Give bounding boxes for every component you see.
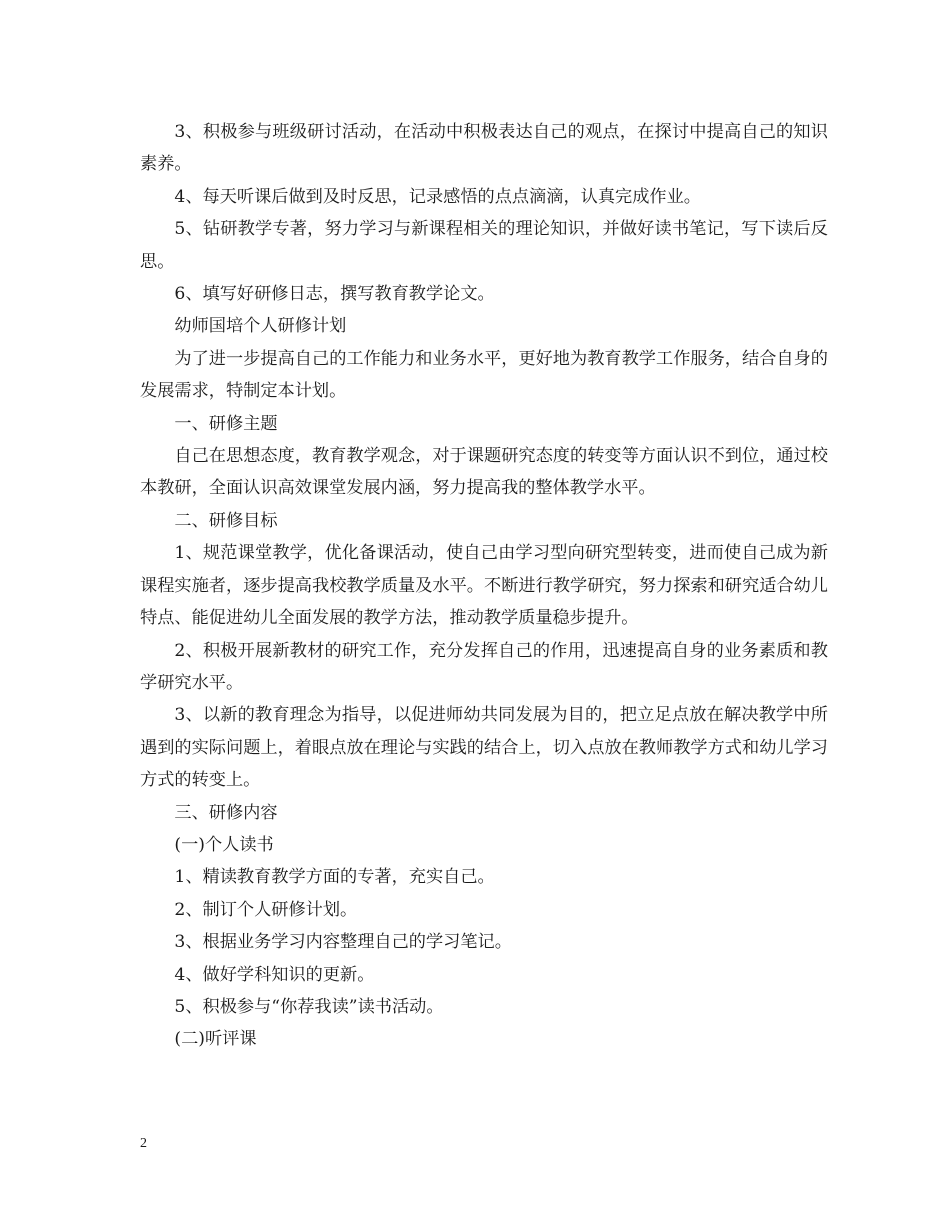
list-item: 1、精读教育教学方面的专著，充实自己。: [174, 867, 495, 888]
subsection-heading: (一)个人读书: [174, 834, 274, 855]
section-heading: 一、研修主题: [174, 413, 278, 434]
list-item: 4、做好学科知识的更新。: [174, 964, 375, 985]
paragraph: 5、钻研教学专著，努力学习与新课程相关的理论知识，并做好读书笔记，写下读后反思。: [140, 219, 828, 272]
subsection-heading: (二)听评课: [174, 1029, 257, 1050]
list-item: 2、制订个人研修计划。: [174, 899, 358, 920]
section-title: 幼师国培个人研修计划: [174, 316, 347, 337]
section-heading: 三、研修内容: [174, 802, 278, 823]
paragraph: 3、积极参与班级研讨活动，在活动中积极表达自己的观点，在探讨中提高自己的知识素养。: [140, 122, 828, 175]
list-item: 5、积极参与“你荐我读”读书活动。: [174, 996, 444, 1017]
document-body: [140, 116, 828, 1056]
paragraph: 3、以新的教育理念为指导，以促进师幼共同发展为目的，把立足点放在解决教学中所遇到的实际问题上，着眼点放在理论与实践的结合上，切入点放在教师教学方式和幼儿学习方式的转变上。: [140, 705, 828, 791]
paragraph: 为了进一步提高自己的工作能力和业务水平，更好地为教育教学工作服务，结合自身的发展需求，特制定本计划。: [140, 348, 828, 402]
paragraph: 自己在思想态度，教育教学观念，对于课题研究态度的转变等方面认识不到位，通过校本教研，全面认识高效课堂发展内涵，努力提高我的整体教学水平。: [140, 446, 828, 499]
section-heading: 二、研修目标: [174, 510, 278, 531]
paragraph: 4、每天听课后做到及时反思，记录感悟的点点滴滴，认真完成作业。: [174, 186, 701, 207]
page-number: 2: [140, 1136, 147, 1151]
paragraph: 2、积极开展新教材的研究工作，充分发挥自己的作用，迅速提高自身的业务素质和教学研究水平。: [140, 640, 828, 693]
list-item: 3、根据业务学习内容整理自己的学习笔记。: [174, 932, 512, 953]
paragraph: 6、填写好研修日志，撰写教育教学论文。: [174, 284, 495, 305]
paragraph: 1、规范课堂教学，优化备课活动，使自己由学习型向研究型转变，进而使自己成为新课程实施者，逐步提高我校教学质量及水平。不断进行教学研究，努力探索和研究适合幼儿特点、能促进幼儿全面发展的教学方法，推动教学质量稳步提升。: [140, 543, 828, 629]
